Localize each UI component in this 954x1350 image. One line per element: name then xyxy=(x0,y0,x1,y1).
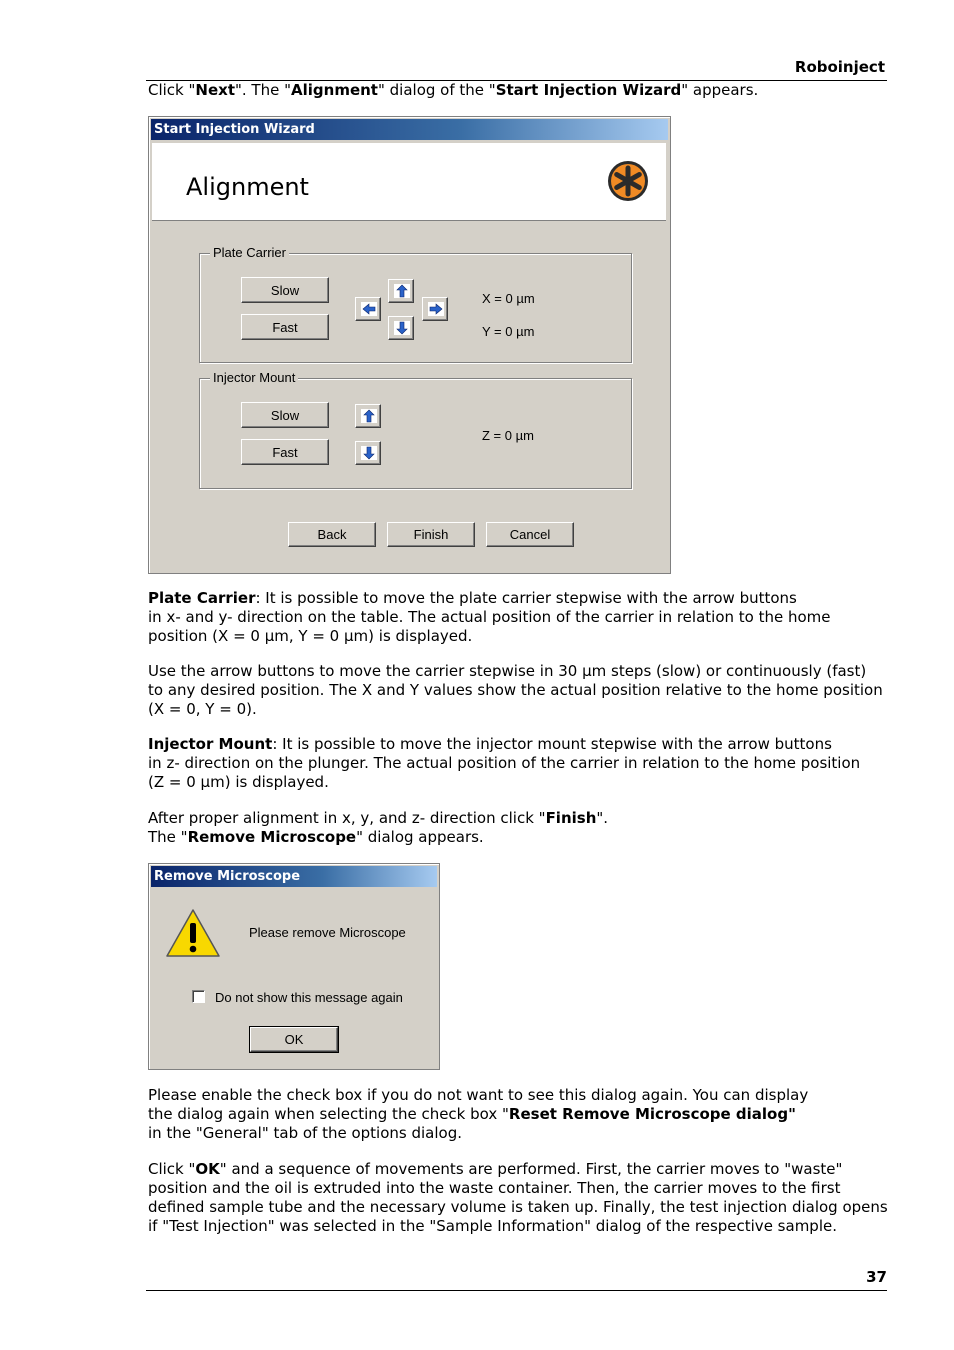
paragraph-text: to any desired position. The X and Y values show the actual position relative to the home position xyxy=(148,681,883,699)
warning-icon xyxy=(165,908,221,958)
start-injection-wizard-dialog xyxy=(148,116,671,574)
y-position-readout: Y = 0 µm xyxy=(482,324,535,339)
paragraph-text: defined sample tube and the necessary volume is taken up. Finally, the test injection dialog opens xyxy=(148,1198,888,1216)
ok-term: OK xyxy=(195,1160,220,1178)
paragraph-text: in the "General" tab of the options dialog. xyxy=(148,1124,463,1142)
intro-text: " dialog of the " xyxy=(377,81,496,99)
arrow-right-icon xyxy=(428,302,444,316)
reset-dialog-term: Reset Remove Microscope dialog" xyxy=(508,1105,796,1123)
paragraph-text: position (X = 0 µm, Y = 0 µm) is displayed. xyxy=(148,627,473,645)
plate-carrier-label: Plate Carrier xyxy=(210,245,289,260)
page-number: 37 xyxy=(866,1268,887,1286)
intro-next-term: Next xyxy=(195,81,235,99)
arrow-left-icon xyxy=(361,302,377,316)
arrow-down-icon xyxy=(361,446,377,460)
arrow-up-icon xyxy=(394,284,410,298)
paragraph-text: After proper alignment in x, y, and z- direction click " xyxy=(148,809,546,827)
arrow-left-button[interactable] xyxy=(355,297,381,321)
paragraph-text: : It is possible to move the plate carrier stepwise with the arrow buttons xyxy=(255,589,797,607)
dialog-title-bar: Remove Microscope xyxy=(151,866,437,887)
paragraph-text: (X = 0, Y = 0). xyxy=(148,700,257,718)
injector-mount-paragraph xyxy=(148,735,893,792)
paragraph-text: Click " xyxy=(148,1160,196,1178)
ok-paragraph xyxy=(148,1160,893,1236)
z-position-readout: Z = 0 µm xyxy=(482,428,534,443)
cancel-button[interactable]: Cancel xyxy=(486,522,574,547)
plate-fast-button[interactable]: Fast xyxy=(241,314,329,340)
intro-alignment-term: Alignment xyxy=(291,81,378,99)
paragraph-text: The " xyxy=(148,828,188,846)
enable-checkbox-paragraph xyxy=(148,1086,893,1143)
paragraph-text: in z- direction on the plunger. The actual position of the carrier in relation to the home position xyxy=(148,754,861,772)
remove-microscope-term: Remove Microscope xyxy=(187,828,357,846)
intro-paragraph xyxy=(148,81,893,100)
paragraph-text: " and a sequence of movements are performed. First, the carrier moves to "waste" xyxy=(219,1160,843,1178)
finish-term: Finish xyxy=(545,809,597,827)
page-header xyxy=(146,56,887,81)
paragraph-text: ". xyxy=(596,809,609,827)
intro-text: " appears. xyxy=(681,81,759,99)
plate-carrier-group xyxy=(199,245,632,363)
footer-rule xyxy=(146,1290,887,1291)
plate-carrier-term: Plate Carrier xyxy=(148,589,256,607)
wizard-heading: Alignment xyxy=(186,173,309,201)
finish-button[interactable]: Finish xyxy=(387,522,475,547)
z-up-button[interactable] xyxy=(355,404,381,428)
remove-microscope-dialog xyxy=(148,863,440,1070)
paragraph-text: position and the oil is extruded into the waste container. Then, the carrier moves to the first xyxy=(148,1179,841,1197)
paragraph-text: Please enable the check box if you do not want to see this dialog again. You can display xyxy=(148,1086,809,1104)
arrow-usage-paragraph xyxy=(148,662,893,719)
paragraph-text: the dialog again when selecting the check box " xyxy=(148,1105,509,1123)
arrow-down-button[interactable] xyxy=(388,316,414,340)
paragraph-text: " dialog appears. xyxy=(356,828,484,846)
arrow-right-button[interactable] xyxy=(422,297,448,321)
intro-text: ". The " xyxy=(235,81,292,99)
header-title: Roboinject xyxy=(794,58,885,76)
arrow-down-icon xyxy=(394,321,410,335)
dialog-title-bar: Start Injection Wizard xyxy=(151,119,668,140)
paragraph-text: (Z = 0 µm) is displayed. xyxy=(148,773,329,791)
paragraph-text: in x- and y- direction on the table. The actual position of the carrier in relation to the home xyxy=(148,608,831,626)
x-position-readout: X = 0 µm xyxy=(482,291,535,306)
arrow-up-button[interactable] xyxy=(388,279,414,303)
dont-show-again-checkbox[interactable] xyxy=(192,990,205,1003)
dont-show-again-label: Do not show this message again xyxy=(215,990,403,1005)
remove-message: Please remove Microscope xyxy=(249,925,406,940)
injector-mount-label: Injector Mount xyxy=(210,370,298,385)
paragraph-text: Use the arrow buttons to move the carrier stepwise in 30 µm steps (slow) or continuously (fast) xyxy=(148,662,867,680)
injector-mount-term: Injector Mount xyxy=(148,735,273,753)
plate-carrier-paragraph xyxy=(148,589,893,646)
z-down-button[interactable] xyxy=(355,441,381,465)
back-button[interactable]: Back xyxy=(288,522,376,547)
paragraph-text: : It is possible to move the injector mount stepwise with the arrow buttons xyxy=(272,735,832,753)
paragraph-text: if "Test Injection" was selected in the "Sample Information" dialog of the respective sample. xyxy=(148,1217,837,1235)
intro-text: Click " xyxy=(148,81,196,99)
injector-mount-group xyxy=(199,370,632,489)
asterisk-logo-icon xyxy=(608,161,648,201)
finish-paragraph xyxy=(148,809,893,847)
ok-button[interactable]: OK xyxy=(250,1027,338,1052)
wizard-banner xyxy=(152,143,666,221)
injector-slow-button[interactable]: Slow xyxy=(241,402,329,428)
arrow-up-icon xyxy=(361,409,377,423)
injector-fast-button[interactable]: Fast xyxy=(241,439,329,465)
plate-slow-button[interactable]: Slow xyxy=(241,277,329,303)
intro-wizard-term: Start Injection Wizard xyxy=(495,81,682,99)
